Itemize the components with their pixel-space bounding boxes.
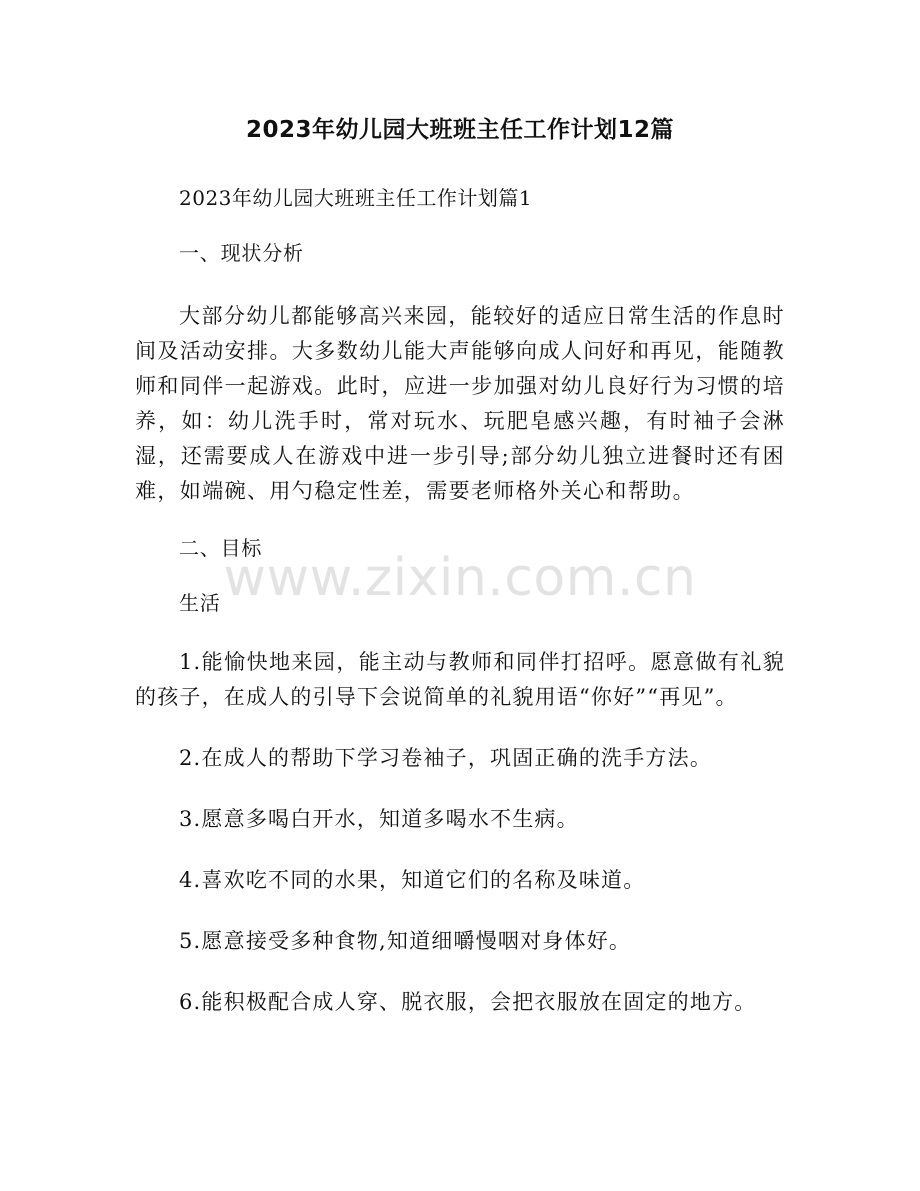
document-title: 2023年幼儿园大班班主任工作计划12篇: [245, 117, 675, 143]
watermark: www.zixin.com.cn: [223, 548, 697, 608]
goal-item-5: 5.愿意接受多种食物,知道细嚼慢咽对身体好。: [179, 929, 632, 953]
section-heading-goals: 二、目标: [179, 536, 263, 560]
section-subtitle: 2023年幼儿园大班班主任工作计划篇1: [179, 186, 533, 210]
status-analysis-paragraph: 大部分幼儿都能够高兴来园，能较好的适应日常生活的作息时间及活动安排。大多数幼儿能大声能够向成人问好和再见，能随教师和同伴一起游戏。此时，应进一步加强对幼儿良好行为习惯的培养，如：幼儿洗手时，常对玩水、玩肥皂感兴趣，有时袖子会淋湿，还需要成人在游戏中进一步引导;部分幼儿独立进餐时还有困难，如端碗、用勺稳定性差，需要老师格外关心和帮助。: [135, 304, 785, 503]
goal-item-2: 2.在成人的帮助下学习卷袖子，巩固正确的洗手方法。: [179, 746, 713, 770]
goals-subheading-life: 生活: [179, 591, 221, 615]
section-heading-status: 一、现状分析: [179, 241, 304, 265]
goal-item-3: 3.愿意多喝白开水，知道多喝水不生病。: [179, 807, 579, 831]
goal-item-1: 1.能愉快地来园，能主动与教师和同伴打招呼。愿意做有礼貌的孩子，在成人的引导下会说简单的礼貌用语“你好”“再见”。: [135, 650, 785, 709]
goal-item-6: 6.能积极配合成人穿、脱衣服，会把衣服放在固定的地方。: [179, 990, 757, 1014]
goal-item-4: 4.喜欢吃不同的水果，知道它们的名称及味道。: [179, 868, 646, 892]
